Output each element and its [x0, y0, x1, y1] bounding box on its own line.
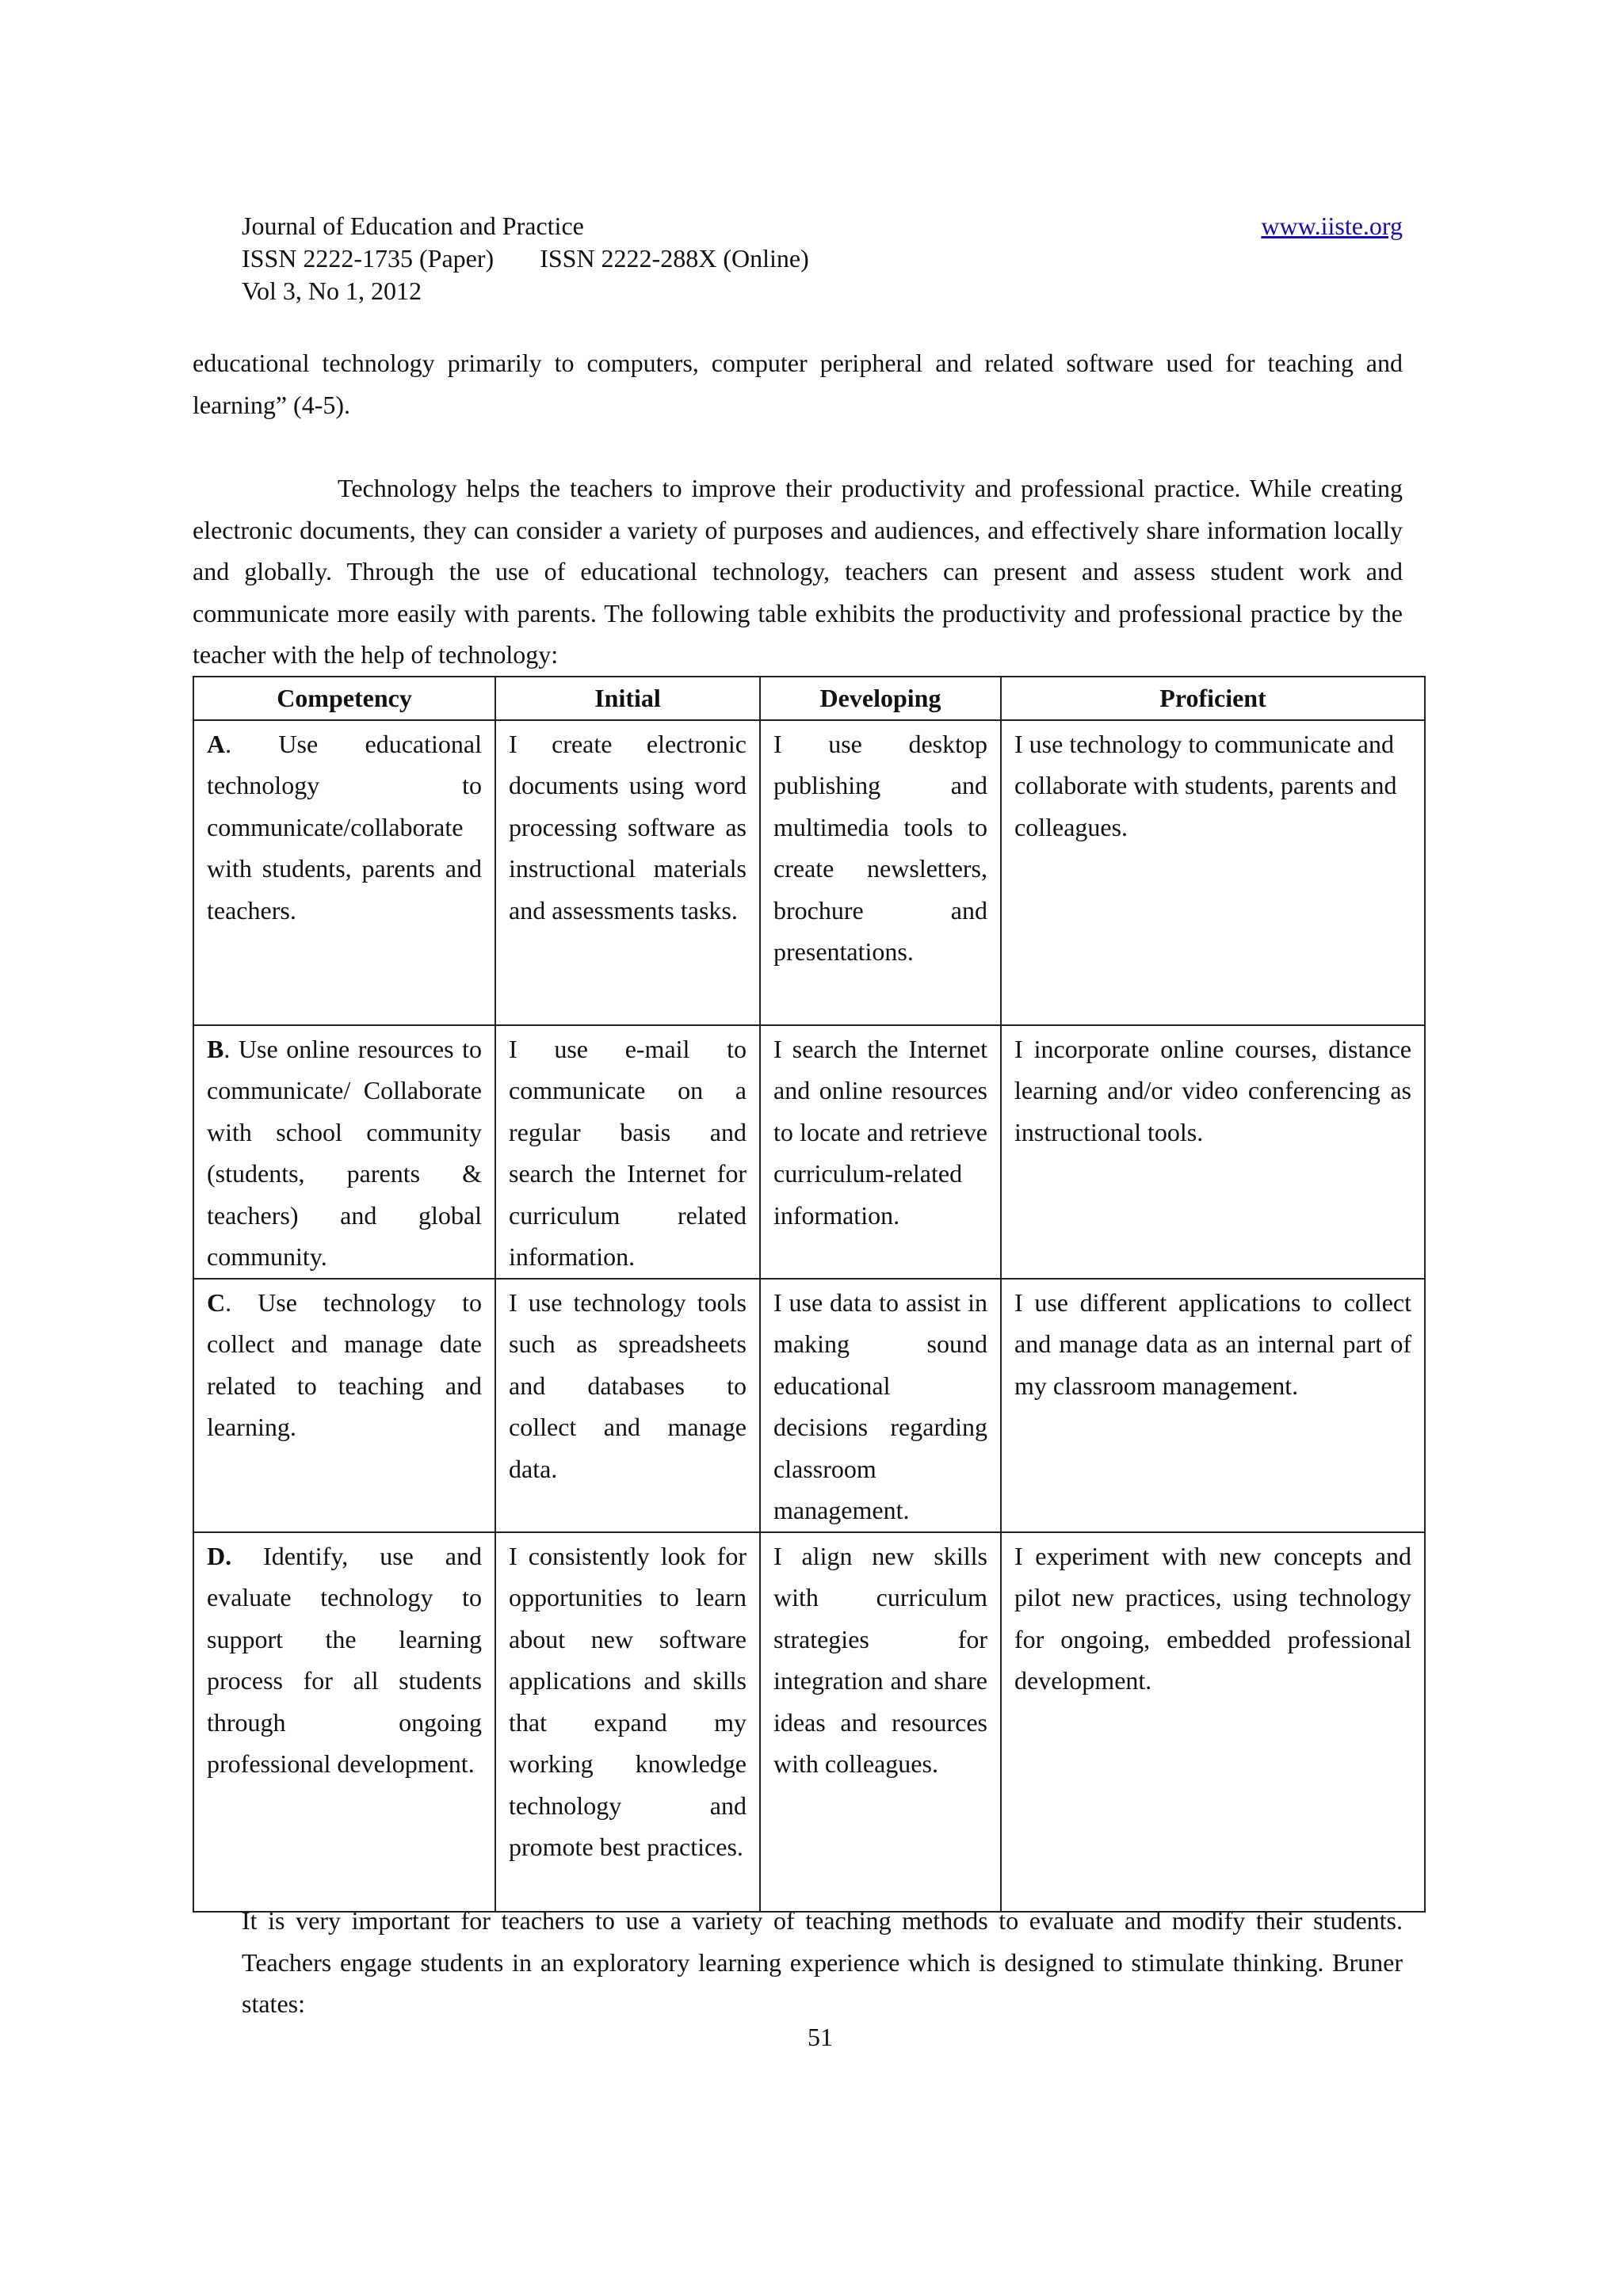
volume-info: Vol 3, No 1, 2012: [242, 277, 422, 305]
table-header-row: [193, 677, 1425, 720]
developing-cell: I search the Internet and online resources to locate and retrieve curriculum-related information.: [760, 1025, 1001, 1279]
competency-text: Identify, use and evaluate technology to support the learning process for all students through ongoing professional development.: [207, 1541, 482, 1778]
initial-cell: I create electronic documents using word processing software as instructional materials and assessments tasks.: [495, 720, 760, 1025]
competency-cell: [193, 720, 495, 1025]
proficient-cell: I experiment with new concepts and pilot new practices, using technology for ongoing, embedded professional development.: [1001, 1532, 1425, 1912]
paragraph-intro: educational technology primarily to computers, computer peripheral and related software used for teaching and learning” (4-5).: [193, 349, 1403, 419]
developing-cell: I align new skills with curriculum strategies for integration and share ideas and resources with colleagues.: [760, 1532, 1001, 1912]
competency-letter: A: [207, 729, 226, 758]
initial-cell: I use e-mail to communicate on a regular basis and search the Internet for curriculum related information.: [495, 1025, 760, 1279]
journal-url-link[interactable]: www.iiste.org: [1261, 212, 1403, 240]
journal-title: Journal of Education and Practice: [242, 212, 584, 240]
header-initial: Initial: [495, 677, 760, 720]
competency-text: . Use online resources to communicate/ Collaborate with school community (students, parents & teachers) and global community.: [207, 1034, 482, 1271]
competency-text: . Use technology to collect and manage date related to teaching and learning.: [207, 1287, 482, 1441]
competency-letter: C: [207, 1287, 226, 1317]
competency-cell: [193, 1532, 495, 1912]
page-number: 51: [808, 2023, 833, 2051]
paragraph-bruner: It is very important for teachers to use a variety of teaching methods to evaluate and modify their students. Teachers engage students in an exploratory learning experience which is designed to stimulate thinking. Bruner states:: [242, 1906, 1403, 2018]
competency-text: . Use educational technology to communicate/collaborate with students, parents and teachers.: [207, 729, 482, 925]
initial-cell: I consistently look for opportunities to learn about new software applications and skills that expand my working knowledge technology and promote best practices.: [495, 1532, 760, 1912]
developing-cell: I use data to assist in making sound educational decisions regarding classroom management.: [760, 1279, 1001, 1532]
competency-table: [193, 676, 1426, 1913]
proficient-cell: I incorporate online courses, distance learning and/or video conferencing as instructional tools.: [1001, 1025, 1425, 1279]
initial-cell: I use technology tools such as spreadsheets and databases to collect and manage data.: [495, 1279, 760, 1532]
paragraph-technology: Technology helps the teachers to improve their productivity and professional practice. While creating electronic documents, they can consider a variety of purposes and audiences, and effectively share information locally and globally. Through the use of educational technology, teachers can present and assess student work and communicate more easily with parents. The following table exhibits the productivity and professional practice by the teacher with the help of technology:: [193, 474, 1403, 669]
table-row: [193, 1279, 1425, 1532]
competency-cell: [193, 1279, 495, 1532]
issn-online: ISSN 2222-288X (Online): [540, 244, 809, 273]
table-row: [193, 1025, 1425, 1279]
competency-letter: D.: [207, 1541, 232, 1570]
competency-cell: [193, 1025, 495, 1279]
proficient-cell: I use different applications to collect and manage data as an internal part of my classroom management.: [1001, 1279, 1425, 1532]
header-developing: Developing: [760, 677, 1001, 720]
journal-header: [242, 210, 1403, 307]
proficient-cell: [1001, 720, 1425, 1025]
developing-cell: I use desktop publishing and multimedia tools to create newsletters, brochure and presentations.: [760, 720, 1001, 1025]
proficient-text: I use technology to communicate and collaborate with students, parents and colleagues.: [1014, 729, 1397, 841]
table-row: [193, 1532, 1425, 1912]
issn-line: [242, 242, 1403, 275]
issn-paper: ISSN 2222-1735 (Paper): [242, 244, 495, 273]
competency-letter: B: [207, 1034, 224, 1063]
header-proficient: Proficient: [1001, 677, 1425, 720]
header-competency: Competency: [193, 677, 495, 720]
table-row: [193, 720, 1425, 1025]
